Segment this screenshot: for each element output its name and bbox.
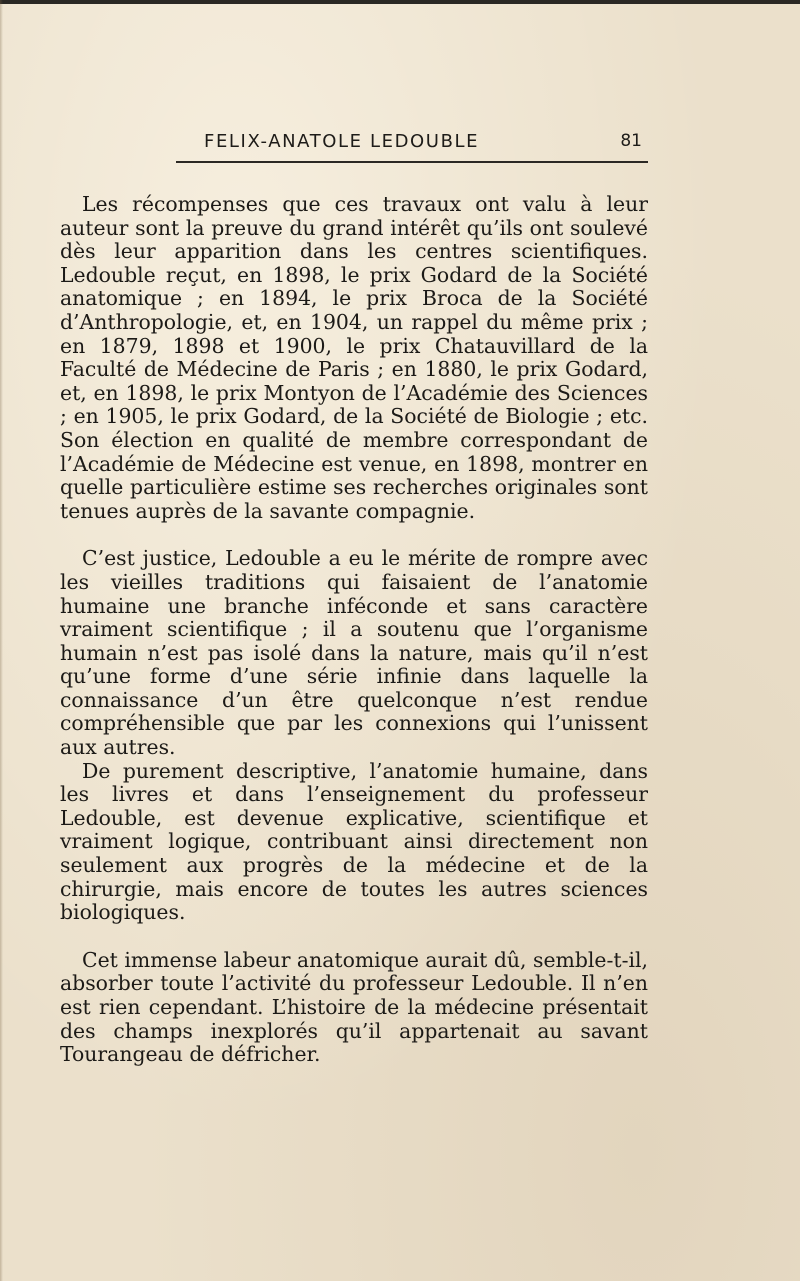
running-header bbox=[176, 131, 648, 157]
page-top-edge bbox=[0, 0, 800, 4]
page-number: 81 bbox=[620, 131, 642, 151]
header-rule bbox=[176, 161, 648, 163]
body-text bbox=[60, 193, 648, 1067]
paragraph-justice: C’est justice, Ledouble a eu le mérite de rompre avec les vieilles traditions qui faisaient de l’anatomie humaine une branche inféconde et sans caractère vraiment scientifique ; il a soutenu que l’organisme humain n’est pas isolé dans la nature, mais qu’il n’est qu’une forme d’une série infinie dans laquelle la connaissance d’un être quelconque n’est rendue compréhensible que par les connexions qui l’unissent aux autres. bbox=[60, 546, 648, 760]
paragraph-descriptive: De purement descriptive, l’anatomie humaine, dans les livres et dans l’enseignement du professeur Ledouble, est devenue explicative, scientifique et vraiment logique, contribuant ainsi directement non seulement aux progrès de la médecine et de la chirurgie, mais encore de toutes les autres sciences biologiques. bbox=[60, 758, 648, 925]
paragraph-awards: Les récompenses que ces travaux ont valu à leur auteur sont la preuve du grand intérêt qu’ils ont soulevé dès leur apparition dans les centres scientifiques. Ledouble reçut, en 1898, le prix Godard de la Société anatomique ; en 1894, le prix Broca de la Société d’Anthropologie, et, en 1904, un rappel du même prix ; en 1879, 1898 et 1900, le prix Chatauvillard de la Faculté de Médecine de Paris ; en 1880, le prix Godard, et, en 1898, le prix Montyon de l’Académie des Sciences ; en 1905, le prix Godard, de la Société de Biologie ; etc. Son élection en qualité de membre correspondant de l’Académie de Médecine est venue, en 1898, montrer en quelle particulière estime ses recherches originales sont tenues auprès de la savante compagnie. bbox=[60, 192, 648, 523]
running-title: FELIX-ANATOLE LEDOUBLE bbox=[204, 131, 480, 152]
paragraph-history: Cet immense labeur anatomique aurait dû, semble-t-il, absorber toute l’activité du professeur Ledouble. Il n’en est rien cependant. L’histoire de la médecine présentait des champs inexplorés qu’il appartenait au savant Tourangeau de défricher. bbox=[60, 947, 648, 1067]
page-left-edge bbox=[0, 0, 3, 1281]
